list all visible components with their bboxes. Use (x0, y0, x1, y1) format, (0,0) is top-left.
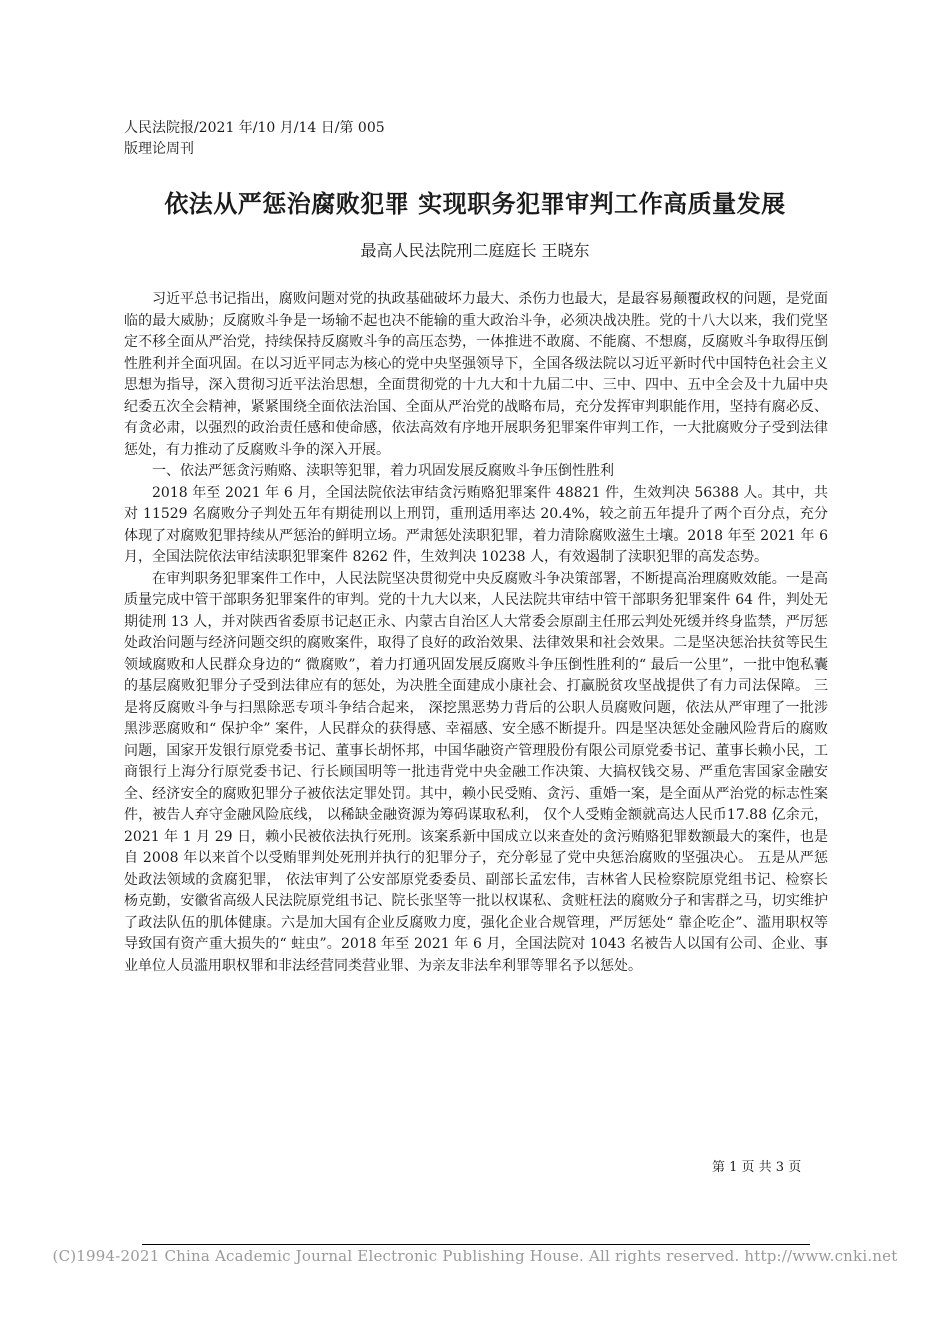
page-number: 第 1 页 共 3 页 (712, 1160, 802, 1175)
edition-line: 版理论周刊 (124, 141, 194, 157)
article-body (124, 289, 828, 977)
source-line: 人民法院报/2021 年/10 月/14 日/第 005 (124, 120, 385, 136)
source-header (124, 118, 385, 160)
paragraph: 习近平总书记指出，腐败问题对党的执政基础破坏力最大、杀伤力也最大，是最容易颠覆政权的问题，是党面临的最大威胁；反腐败斗争是一场输不起也决不能输的重大政治斗争，必须决战决胜。党的十八大以来，我们党坚定不移全面从严治党，持续保持反腐败斗争的高压态势，一体推进不敢腐、不能腐、不想腐，反腐败斗争取得压倒性胜利并全面巩固。在以习近平同志为核心的党中央坚强领导下，全国各级法院以习近平新时代中国特色社会主义思想为指导，深入贯彻习近平法治思想，全面贯彻党的十九大和十九届二中、三中、四中、五中全会及十九届中央纪委五次全会精神，紧紧围绕全面依法治国、全面从严治党的战略布局，充分发挥审判职能作用，坚持有腐必反、有贪必肃，以强烈的政治责任感和使命感，依法高效有序地开展职务犯罪案件审判工作，一大批腐败分子受到法律惩处，有力推动了反腐败斗争的深入开展。 (124, 291, 828, 458)
paragraph: 在审判职务犯罪案件工作中，人民法院坚决贯彻党中央反腐败斗争决策部署，不断提高治理腐败效能。一是高质量完成中管干部职务犯罪案件的审判。党的十九大以来，人民法院共审结中管干部职务犯罪案件 64 件，判处无期徒刑 13 人，并对陕西省委原书记赵正永、内蒙古自治区人大常委会原副主任邢云判处死缓并终身监禁，严厉惩处政治问题与经济问题交织的腐败案件，取得了良好的政治效果、法律效果和社会效果。二是坚决惩治扶贫等民生领域腐败和人民群众身边的“ 微腐败”，着力打通巩固发展反腐败斗争压倒性胜利的“ 最后一公里”，一批中饱私囊的基层腐败犯罪分子受到法律应有的惩处，为决胜全面建成小康社会、打赢脱贫攻坚战提供了有力司法保障。 三是将反腐败斗争与扫黑除恶专项斗争结合起来， 深挖黑恶势力背后的公职人员腐败问题，依法从严审理了一批涉黑涉恶腐败和“ 保护伞” 案件，人民群众的获得感、幸福感、安全感不断提升。四是坚决惩处金融风险背后的腐败问题，国家开发银行原党委书记、董事长胡怀邦，中国华融资产管理股份有限公司原党委书记、董事长赖小民，工商银行上海分行原党委书记、行长顾国明等一批违背党中央金融工作决策、大搞权钱交易、严重危害国家金融安全、经济安全的腐败犯罪分子被依法定罪处罚。其中，赖小民受贿、贪污、重婚一案，是全面从严治党的标志性案件，被告人弃守金融风险底线， 以稀缺金融资源为筹码谋取私利， 仅个人受贿金额就高达人民币17.88 亿余元，2021 年 1 月 29 日，赖小民被依法执行死刑。该案系新中国成立以来查处的贪污贿赂犯罪数额最大的案件，也是自 2008 年以来首个以受贿罪判处死刑并执行的犯罪分子，充分彰显了党中央惩治腐败的坚强决心。 五是从严惩处政法领域的贪腐犯罪， 依法审判了公安部原党委委员、副部长孟宏伟，吉林省人民检察院原党组书记、检察长杨克勤，安徽省高级人民法院原党组书记、院长张坚等一批以权谋私、贪赃枉法的腐败分子和害群之马，切实维护了政法队伍的肌体健康。六是加大国有企业反腐败力度，强化企业合规管理，严厉惩处“ 靠企吃企”、滥用职权等导致国有资产重大损失的“ 蛀虫”。2018 年至 2021 年 6 月，全国法院对 1043 名被告人以国有公司、企业、事业单位人员滥用职权罪和非法经营同类营业罪、为亲友非法牟利罪等罪名予以惩处。 (124, 570, 828, 974)
section-heading: 一、依法严惩贪污贿赂、渎职等犯罪，着力巩固发展反腐败斗争压倒性胜利 (152, 463, 614, 479)
footer-divider (142, 1244, 810, 1245)
paragraph: 2018 年至 2021 年 6 月，全国法院依法审结贪污贿赂犯罪案件 48821 件，生效判决 56388 人。其中，共对 11529 名腐败分子判处五年有期徒刑以上刑罚，重刑适用率达 20.4%，较之前五年提升了两个百分点，充分体现了对腐败犯罪持续从严惩治的鲜明立场。严肃惩处渎职犯罪，着力清除腐败滋生土壤。2018 年至 2021 年 6 月，全国法院依法审结渎职犯罪案件 8262 件，生效判决 10238 人，有效遏制了渎职犯罪的高发态势。 (124, 484, 828, 565)
copyright-notice: (C)1994-2021 China Academic Journal Electronic Publishing House. All rights reserved. http://www.cnki.net (52, 1247, 898, 1265)
article-title: 依法从严惩治腐败犯罪 实现职务犯罪审判工作高质量发展 (164, 190, 786, 218)
article-author: 最高人民法院刑二庭庭长 王晓东 (360, 241, 590, 260)
